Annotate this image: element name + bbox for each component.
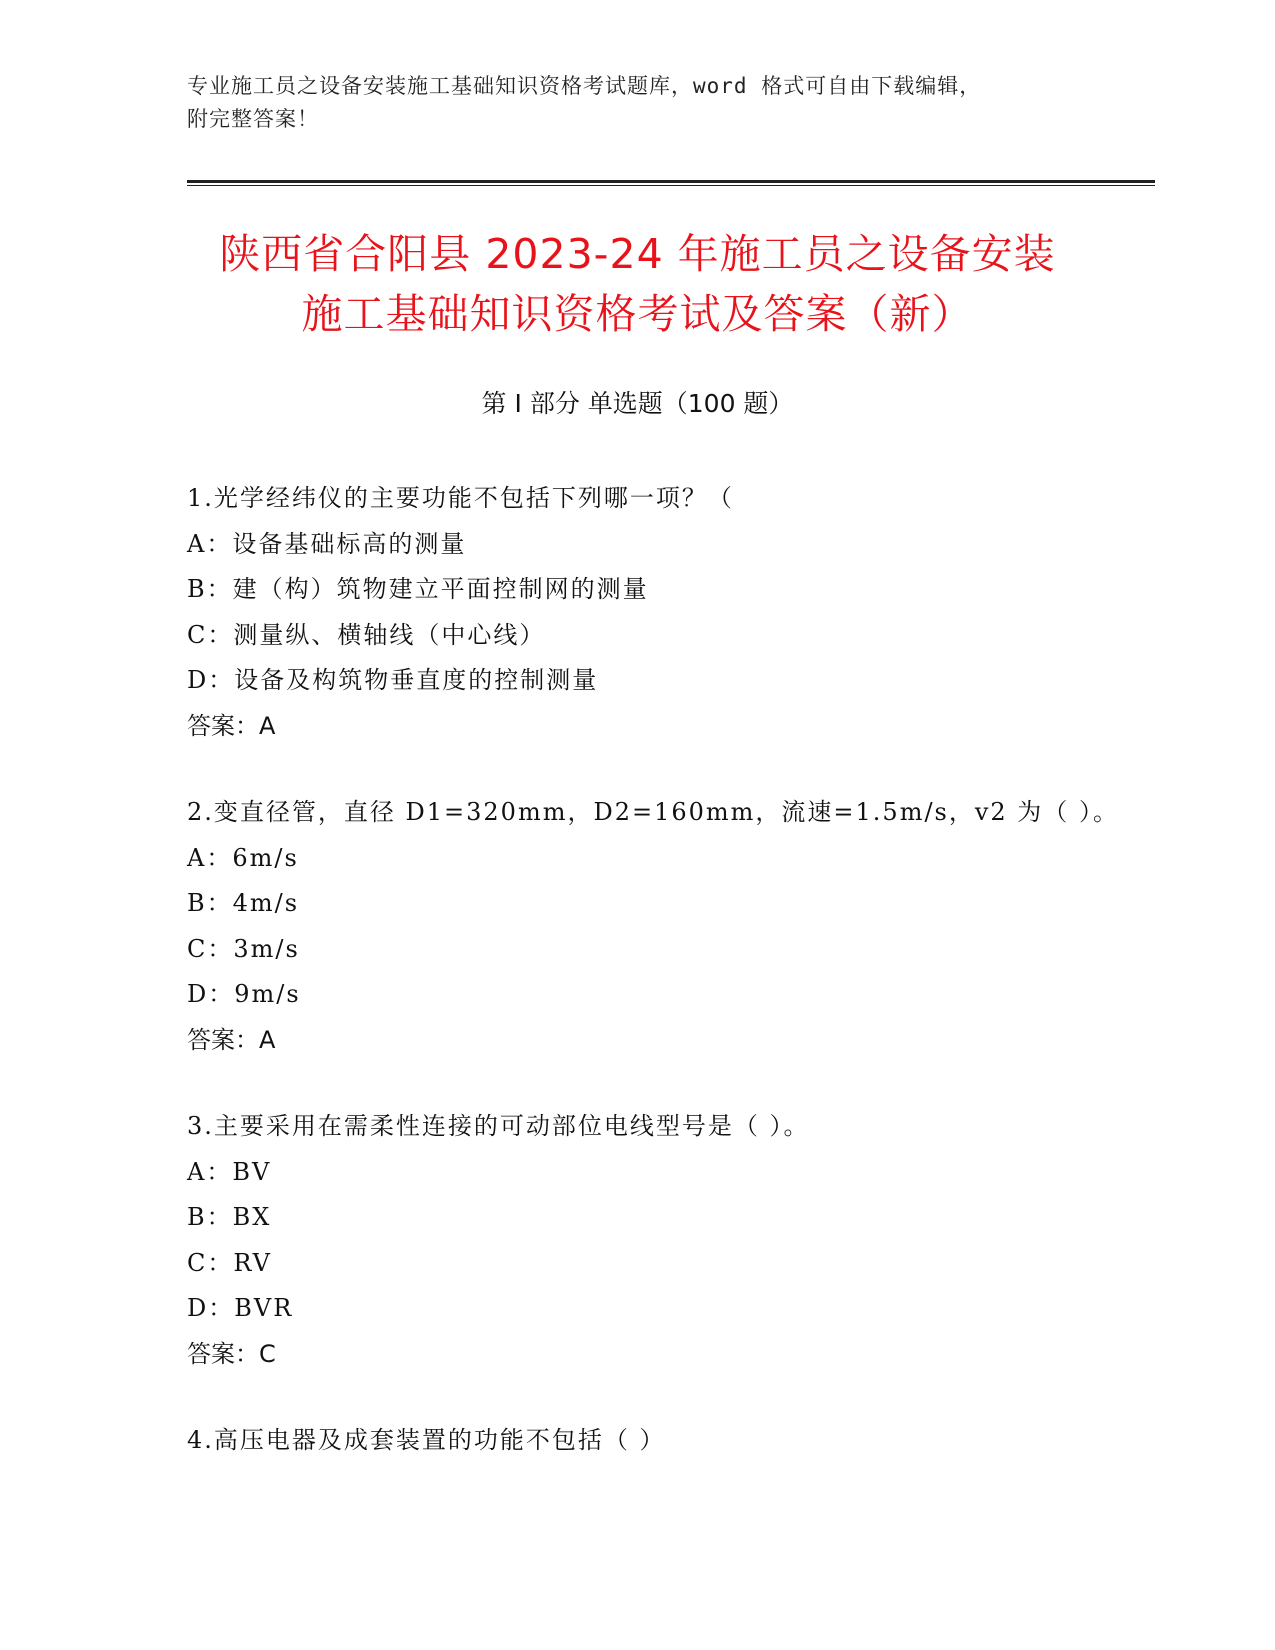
question-3 bbox=[187, 1104, 1147, 1377]
option-a: A：6m/s bbox=[187, 843, 299, 872]
option-b: B：BX bbox=[187, 1203, 272, 1231]
document-title bbox=[160, 224, 1115, 344]
question-stem: 1.光学经纬仪的主要功能不包括下列哪一项？（ bbox=[187, 484, 734, 512]
header-note-line-2: 附完整答案！ bbox=[187, 107, 319, 131]
answer: 答案：A bbox=[187, 711, 276, 740]
answer: 答案：C bbox=[187, 1339, 276, 1368]
document-title-line-2: 施工基础知识资格考试及答案（新） bbox=[301, 290, 974, 338]
option-c: C：3m/s bbox=[187, 934, 300, 963]
option-c: C：RV bbox=[187, 1248, 272, 1277]
option-b: B：建（构）筑物建立平面控制网的测量 bbox=[187, 575, 649, 603]
option-a: A：设备基础标高的测量 bbox=[187, 529, 467, 558]
header-divider-thick bbox=[187, 180, 1155, 183]
header-note bbox=[187, 70, 1087, 136]
header-divider-thin bbox=[187, 185, 1155, 186]
question-stem: 3.主要采用在需柔性连接的可动部位电线型号是（ ）。 bbox=[187, 1112, 810, 1140]
question-4 bbox=[187, 1418, 1147, 1464]
option-d: D：BVR bbox=[187, 1294, 294, 1322]
answer: 答案：A bbox=[187, 1025, 276, 1054]
option-d: D：9m/s bbox=[187, 980, 301, 1008]
question-stem: 4.高压电器及成套装置的功能不包括（ ） bbox=[187, 1426, 666, 1454]
question-stem: 2.变直径管，直径 D1=320mm，D2=160mm，流速=1.5m/s，v2 为（ ）。 bbox=[187, 798, 1119, 826]
document-title-line-1: 陕西省合阳县 2023-24 年施工员之设备安装 bbox=[219, 230, 1056, 278]
option-d: D：设备及构筑物垂直度的控制测量 bbox=[187, 666, 599, 694]
question-1 bbox=[187, 476, 1147, 749]
question-list bbox=[187, 476, 1147, 1505]
section-title: 第 I 部分 单选题（100 题） bbox=[481, 389, 794, 418]
header-note-line-1: 专业施工员之设备安装施工基础知识资格考试题库，word 格式可自由下载编辑， bbox=[187, 74, 982, 98]
option-c: C：测量纵、横轴线（中心线） bbox=[187, 620, 546, 649]
option-a: A：BV bbox=[187, 1157, 272, 1186]
question-2 bbox=[187, 790, 1147, 1063]
option-b: B：4m/s bbox=[187, 889, 300, 917]
